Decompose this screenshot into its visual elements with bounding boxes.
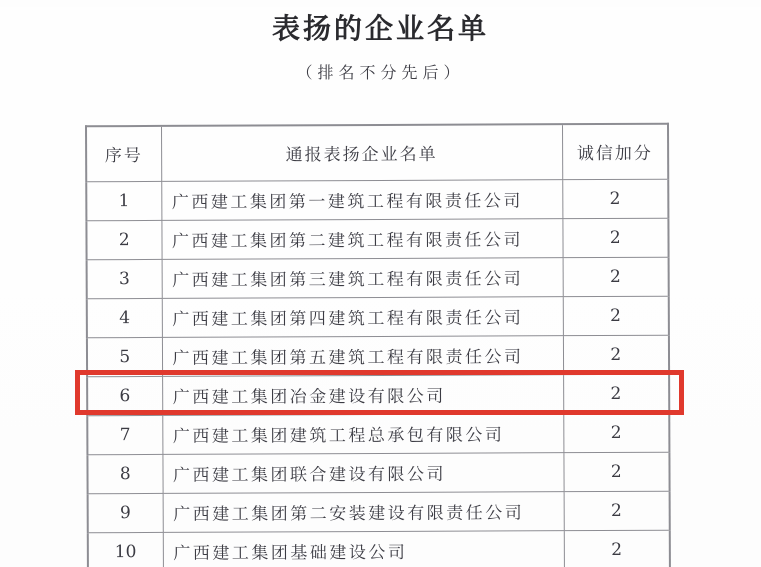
row-score: 2 xyxy=(563,296,669,335)
table-row xyxy=(87,413,669,455)
table-row xyxy=(87,374,669,416)
row-company-name: 广西建工集团第三建筑工程有限责任公司 xyxy=(162,257,563,298)
document-page xyxy=(0,7,761,567)
row-index: 9 xyxy=(88,493,163,532)
header-company-name: 通报表扬企业名单 xyxy=(161,124,562,181)
row-score: 2 xyxy=(563,374,669,413)
row-company-name: 广西建工集团冶金建设有限公司 xyxy=(162,374,563,415)
row-company-name: 广西建工集团联合建设有限公司 xyxy=(162,452,563,493)
row-score: 2 xyxy=(564,530,670,567)
table-row xyxy=(87,452,669,494)
table-row xyxy=(87,335,669,377)
row-company-name: 广西建工集团基础建设公司 xyxy=(163,530,564,567)
row-score: 2 xyxy=(564,491,670,530)
praise-table-wrapper xyxy=(85,123,669,567)
table-row xyxy=(86,218,668,260)
row-index: 10 xyxy=(88,532,163,567)
table-row xyxy=(86,179,668,221)
row-company-name: 广西建工集团第五建筑工程有限责任公司 xyxy=(162,335,563,376)
row-score: 2 xyxy=(563,257,669,296)
table-row xyxy=(88,491,670,533)
table-row xyxy=(87,257,669,299)
row-company-name: 广西建工集团建筑工程总承包有限公司 xyxy=(162,413,563,454)
header-score: 诚信加分 xyxy=(562,124,668,179)
table-row xyxy=(88,530,670,567)
row-index: 6 xyxy=(87,376,162,415)
row-score: 2 xyxy=(562,218,668,257)
table-header-row xyxy=(86,124,668,182)
row-index: 3 xyxy=(87,259,162,298)
row-company-name: 广西建工集团第二安装建设有限责任公司 xyxy=(163,491,564,532)
row-index: 1 xyxy=(86,181,161,220)
table-body xyxy=(86,179,670,567)
page-subtitle: （排名不分先后） xyxy=(296,63,465,82)
row-index: 7 xyxy=(87,415,162,454)
row-company-name: 广西建工集团第四建筑工程有限责任公司 xyxy=(162,296,563,337)
row-company-name: 广西建工集团第二建筑工程有限责任公司 xyxy=(161,218,562,259)
row-score: 2 xyxy=(562,179,668,218)
page-title: 表扬的企业名单 xyxy=(271,12,489,45)
row-score: 2 xyxy=(563,335,669,374)
praise-table xyxy=(85,123,671,567)
row-index: 5 xyxy=(87,337,162,376)
row-index: 8 xyxy=(87,454,162,493)
row-score: 2 xyxy=(563,413,669,452)
table-row xyxy=(87,296,669,338)
row-company-name: 广西建工集团第一建筑工程有限责任公司 xyxy=(161,179,562,220)
header-index: 序号 xyxy=(86,126,161,181)
row-index: 2 xyxy=(86,220,161,259)
table-header xyxy=(86,124,668,182)
row-score: 2 xyxy=(563,452,669,491)
row-index: 4 xyxy=(87,298,162,337)
